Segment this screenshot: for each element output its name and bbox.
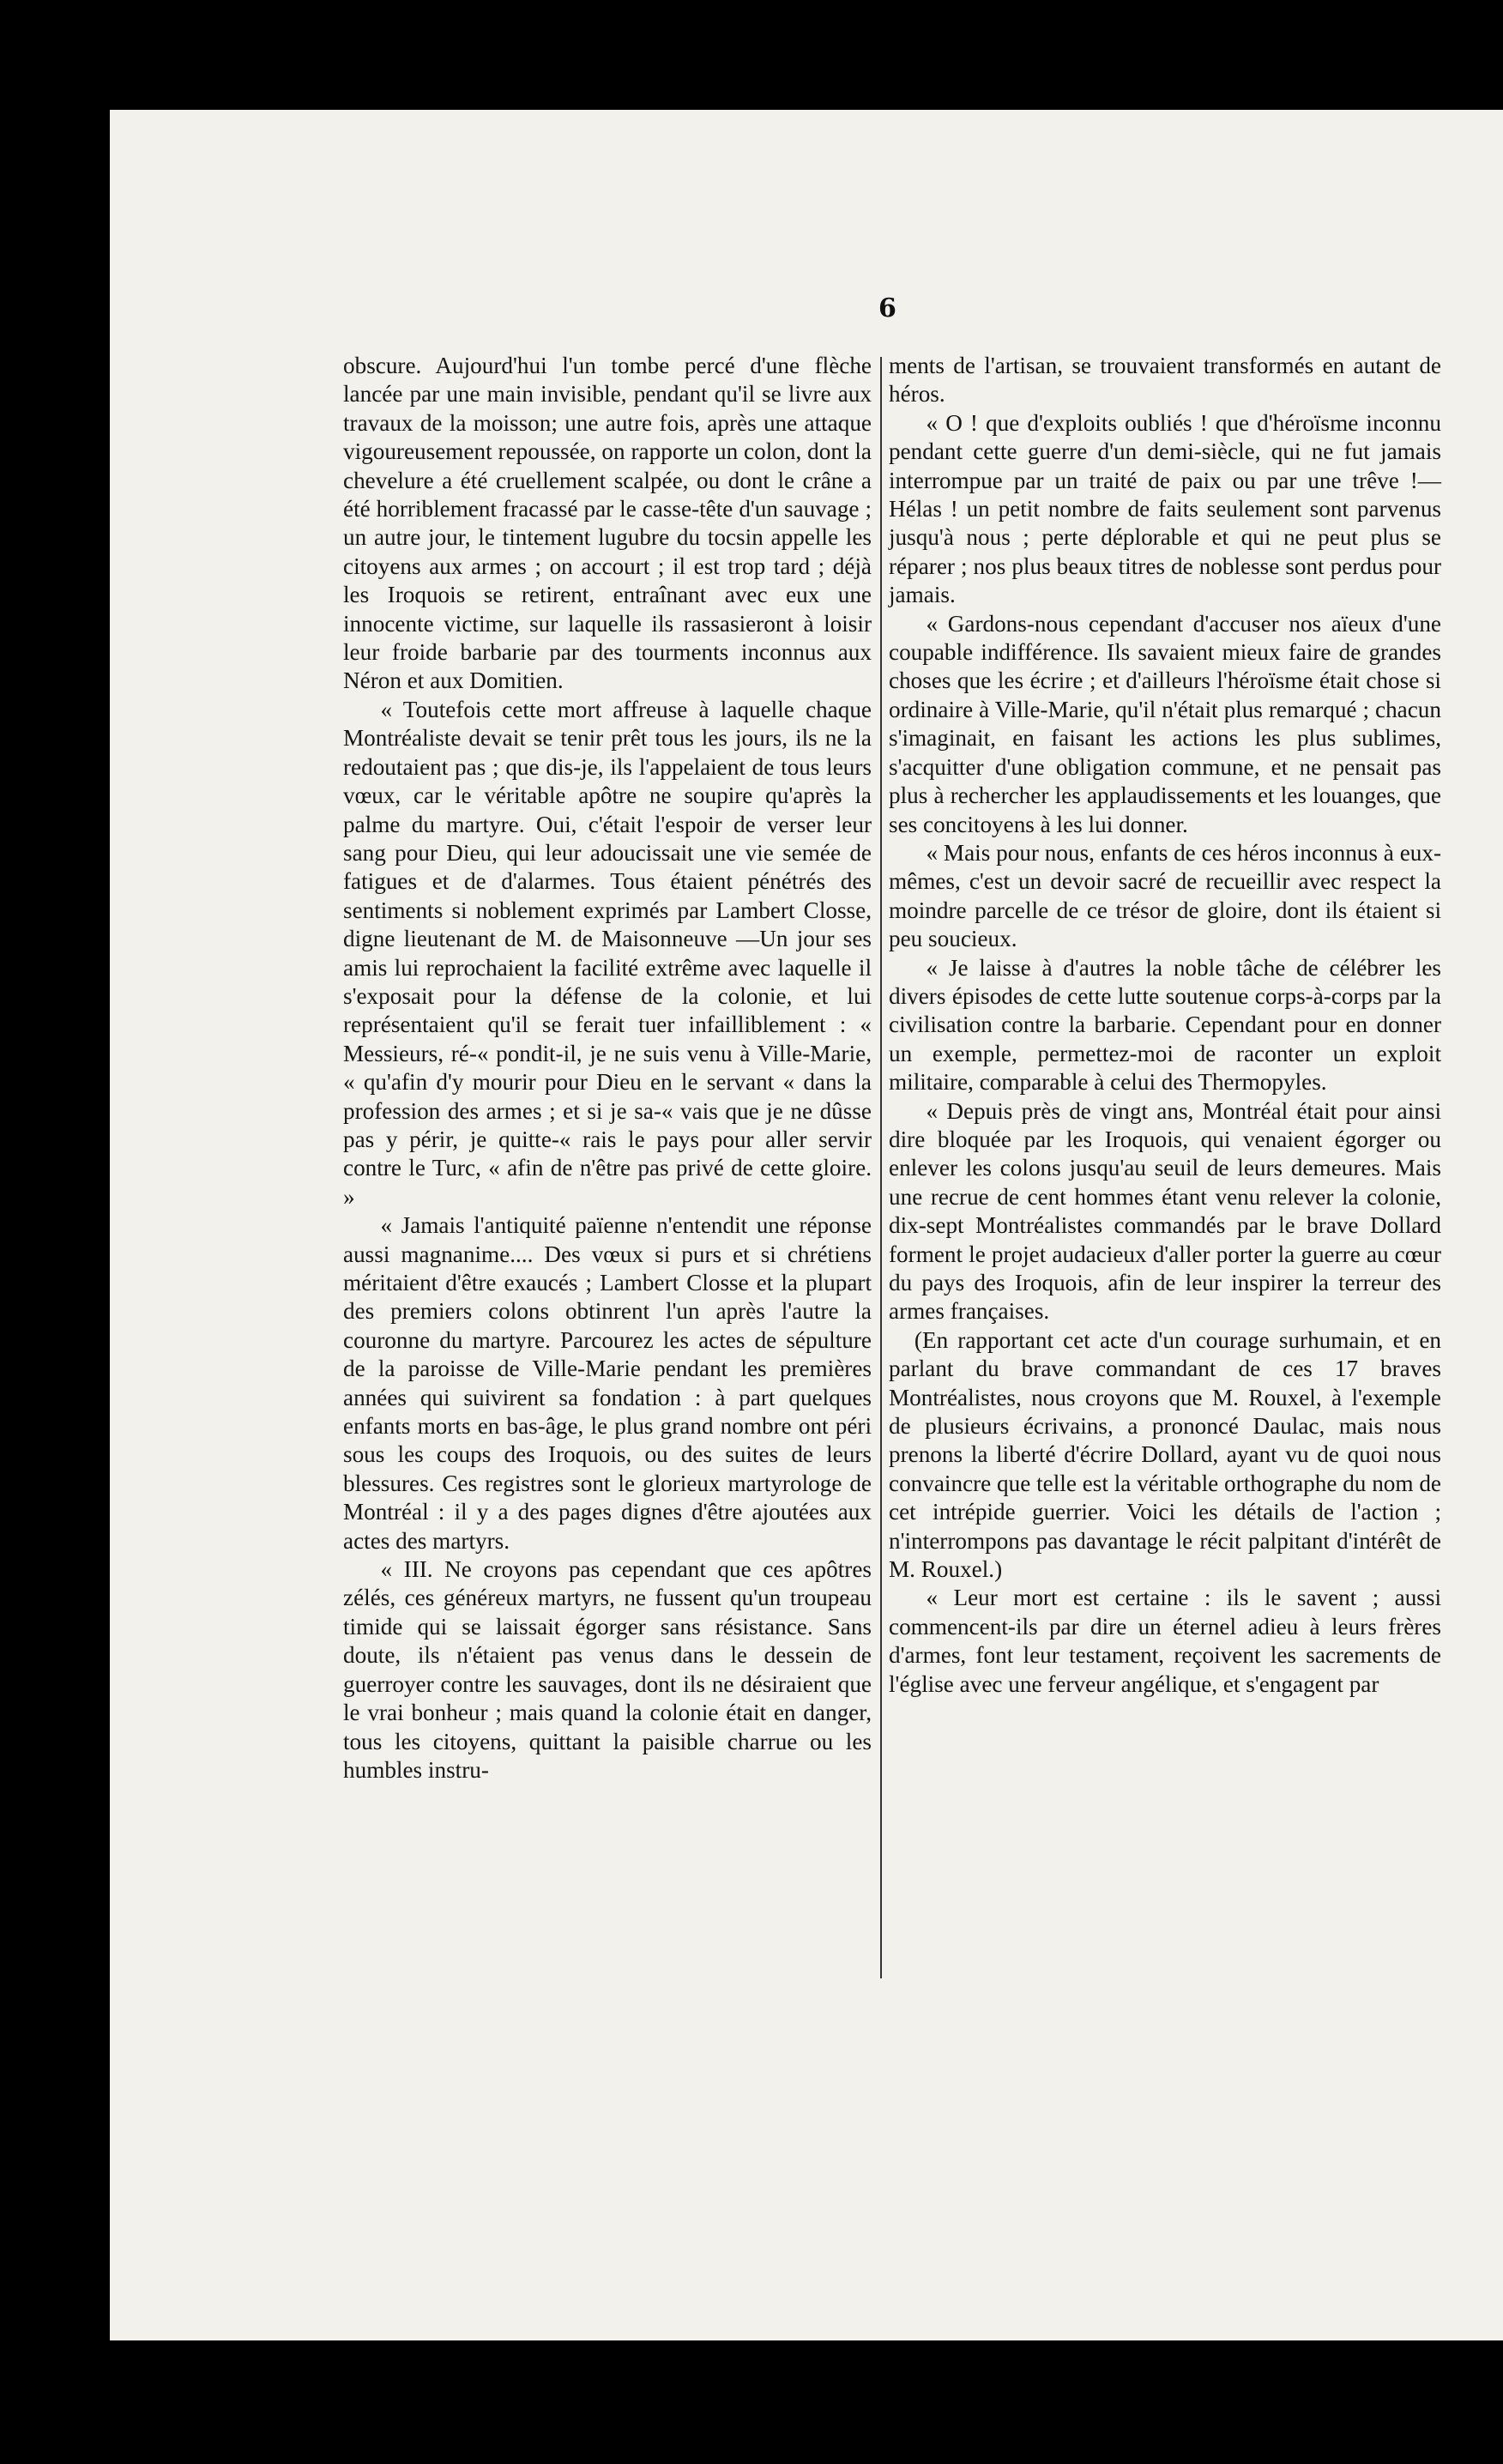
paragraph: « Gardons-nous cependant d'accuser nos aïeux d'une coupable indifférence. Ils savaient mieux faire de grandes choses que les écrire ; et d'ailleurs l'héroïsme était chose si ordinaire à Ville-Marie, qu'il n'était plus remarqué ; chacun s'imaginait, en faisant les actions les plus sublimes, s'acquitter d'une obligation commune, et ne pensait pas plus à rechercher les applaudissements et les louanges, que ses concitoyens à les lui donner. <box>889 610 1441 837</box>
paragraph: « Je laisse à d'autres la noble tâche de célébrer les divers épisodes de cette lutte soutenue corps-à-corps par la civilisation contre la barbarie. Cependant pour en donner un exemple, permettez-moi de raconter un exploit militaire, comparable à celui des Thermopyles. <box>889 954 1441 1096</box>
paragraph: « Depuis près de vingt ans, Montréal était pour ainsi dire bloquée par les Iroquois, qui venaient égorger ou enlever les colons jusqu'au seuil de leurs demeures. Mais une recrue de cent hommes étant venu relever la colonie, dix-sept Montréalistes commandés par le brave Dollard forment le projet audacieux d'aller porter la guerre au cœur du pays des Iroquois, afin de leur inspirer la terreur des armes françaises. <box>889 1097 1441 1325</box>
paragraph: obscure. Aujourd'hui l'un tombe percé d'une flèche lancée par une main invisible, pendant qu'il se livre aux travaux de la moisson; une autre fois, après une attaque vigoureusement repoussée, on rapporte un colon, dont la chevelure a été cruellement scalpée, ou dont le crâne a été horriblement fracassé par le casse-tête d'un sauvage ; un autre jour, le tintement lugubre du tocsin appelle les citoyens aux armes ; on accourt ; il est trop tard ; déjà les Iroquois se retirent, entraînant avec eux une innocente victime, sur laquelle ils rassasieront à loisir leur froide barbarie par des tourments inconnus aux Néron et aux Domitien. <box>343 353 872 694</box>
paragraph: « Jamais l'antiquité païenne n'entendit une réponse aussi magnanime.... Des vœux si purs et si chrétiens méritaient d'être exaucés ; Lambert Closse et la plupart des premiers colons obtinrent l'un après l'autre la couronne du martyre. Parcourez les actes de sépulture de la paroisse de Ville-Marie pendant les premières années qui suivirent sa fondation : à part quelques enfants morts en bas-âge, le plus grand nombre ont péri sous les coups des Iroquois, ou des suites de leurs blessures. Ces registres sont le glorieux martyrologe de Montréal : il y a des pages dignes d'être ajoutées aux actes des martyrs. <box>343 1212 872 1554</box>
paragraph: (En rapportant cet acte d'un courage surhumain, et en parlant du brave commandant de ces 17 braves Montréalistes, nous croyons que M. Rouxel, à l'exemple de plusieurs écrivains, a prononcé Daulac, mais nous prenons la liberté d'écrire Dollard, ayant vu de quoi nous convaincre que telle est la véritable orthographe du nom de cet intrépide guerrier. Voici les détails de l'action ; n'interrompons pas davantage le récit palpitant d'intérêt de M. Rouxel.) <box>889 1326 1441 1583</box>
paragraph: « O ! que d'exploits oubliés ! que d'héroïsme inconnu pendant cette guerre d'un demi-siècle, qui ne fut jamais interrompue par un traité de paix ou par une trêve !—Hélas ! un petit nombre de faits seulement sont parvenus jusqu'à nous ; perte déplorable et qui ne peut plus se réparer ; nos plus beaux titres de noblesse sont perdus pour jamais. <box>889 409 1441 608</box>
right-column <box>889 352 1441 1699</box>
paragraph: ments de l'artisan, se trouvaient transformés en autant de héros. <box>889 353 1441 408</box>
paragraph: « Leur mort est certaine : ils le savent ; aussi commencent-ils par dire un éternel adieu à leurs frères d'armes, font leur testament, reçoivent les sacrements de l'église avec une ferveur angélique, et s'engagent par <box>889 1585 1441 1697</box>
paragraph: « Toutefois cette mort affreuse à laquelle chaque Montréaliste devait se tenir prêt tous les jours, ils ne la redoutaient pas ; que dis-je, ils l'appelaient de tous leurs vœux, car le véritable apôtre ne soupire qu'après la palme du martyre. Oui, c'était l'espoir de verser leur sang pour Dieu, qui leur adoucissait une vie semée de fatigues et de d'alarmes. Tous étaient pénétrés des sentiments si noblement exprimés par Lambert Closse, digne lieutenant de M. de Maisonneuve —Un jour ses amis lui reprochaient la facilité extrême avec laquelle il s'exposait pour la défense de la colonie, et lui représentaient qu'il se ferait tuer infailliblement : « Messieurs, ré-« pondit-il, je ne suis venu à Ville-Marie, « qu'afin d'y mourir pour Dieu en le servant « dans la profession des armes ; et si je sa-« vais que je ne dûsse pas y périr, je quitte-« rais le pays pour aller servir contre le Turc, « afin de n'être pas privé de cette gloire. » <box>343 696 872 1210</box>
paragraph: « Mais pour nous, enfants de ces héros inconnus à eux-mêmes, c'est un devoir sacré de recueillir avec respect la moindre parcelle de ce trésor de gloire, dont ils étaient si peu soucieux. <box>889 839 1441 952</box>
paragraph: « III. Ne croyons pas cependant que ces apôtres zélés, ces généreux martyrs, ne fussent qu'un troupeau timide qui se laissait égorger sans résistance. Sans doute, ils n'étaient pas venus dans le dessein de guerroyer contre les sauvages, dont ils ne désiraient que le vrai bonheur ; mais quand la colonie était en danger, tous les citoyens, quittant la paisible charrue ou les humbles instru- <box>343 1556 872 1783</box>
left-column <box>343 352 872 1785</box>
page-number: 6 <box>878 293 896 323</box>
column-divider <box>880 357 882 1978</box>
